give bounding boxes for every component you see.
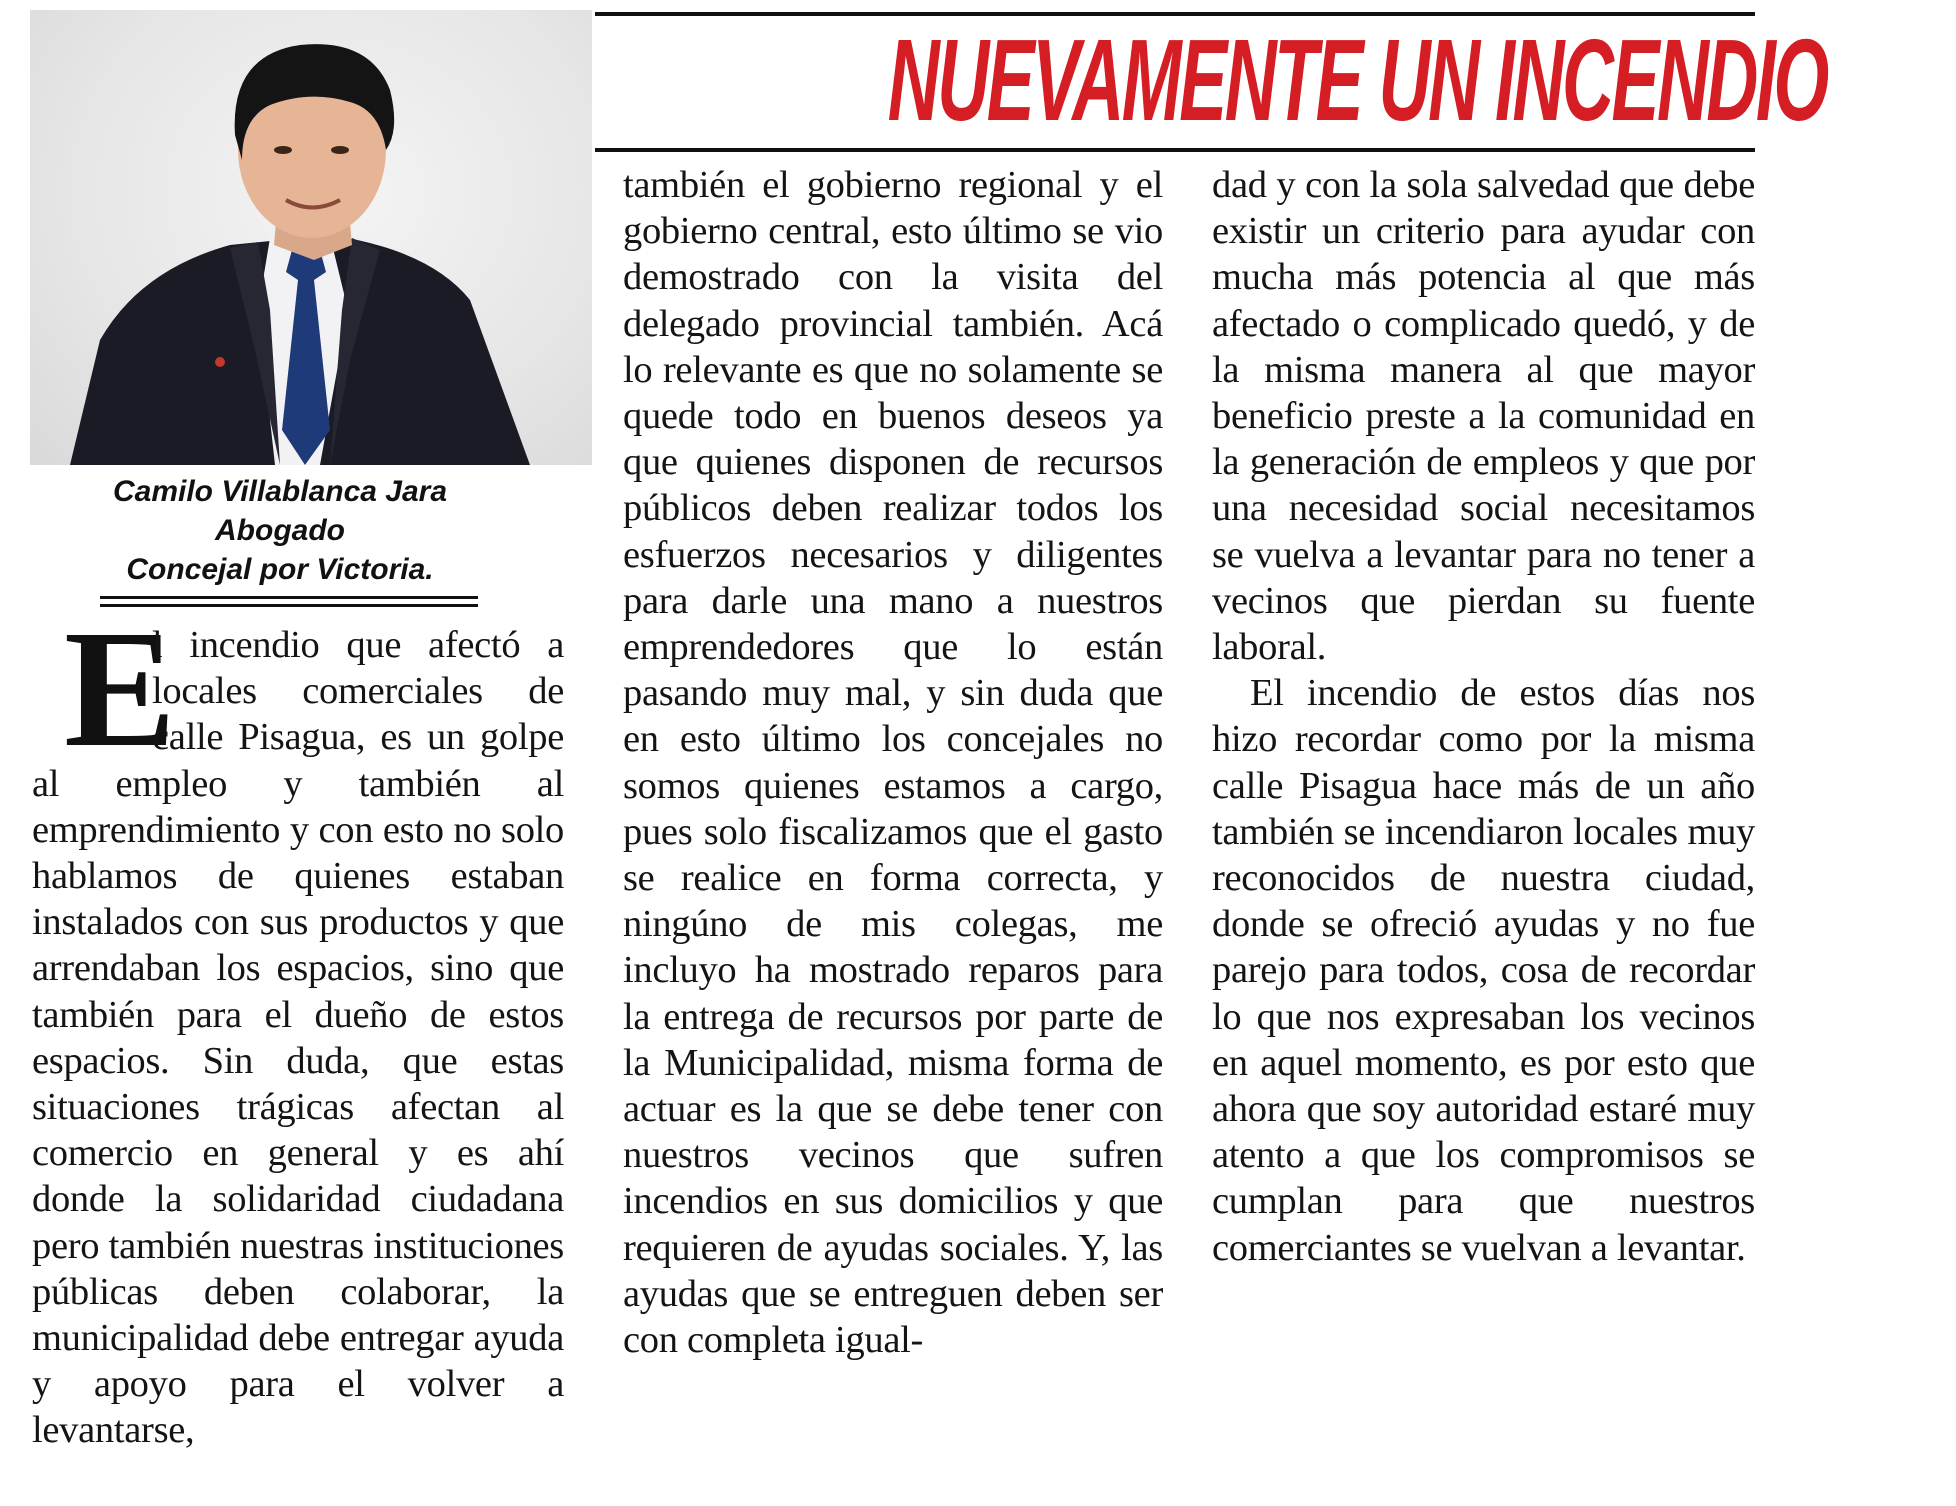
column-3-paragraph-1: dad y con la sola salvedad que debe existir un criterio para ayudar con mucha más potencia al que más afectado o complicado quedó, y de la misma manera al que mayor beneficio preste a la comunidad en la generación de empleos y que por una necesidad social necesitamos se vuelva a levantar para no tener a vecinos que pierdan su fuente laboral. <box>1212 164 1755 669</box>
article-column-2 <box>623 162 1163 1363</box>
author-photo <box>30 10 592 465</box>
headline-bottom-rule <box>595 148 1755 152</box>
author-name: Camilo Villablanca Jara <box>112 475 448 508</box>
headline: NUEVAMENTE UN INCENDIO <box>887 15 1827 145</box>
drop-cap: E <box>64 596 177 782</box>
column-3-paragraph-2: El incendio de estos días nos hizo recordar como por la misma calle Pisagua hace más de un año también se incendiaron locales muy reconocidos de nuestra ciudad, donde se ofreció ayudas y no fue parejo para todos, cosa de recordar lo que nos expresaban los vecinos en aquel momento, es por esto que ahora que soy autoridad estaré muy atento a que los compromisos se cumplan para que nuestros comerciantes se vuelvan a levantar. <box>1212 672 1755 1269</box>
column-1-text: l incendio que afectó a locales comerciales de calle Pisagua, es un golpe al empleo y también al emprendimiento y con esto no solo hablamos de quienes estaban instalados con sus productos y que arrendaban los espacios, sino que también para el dueño de estos espacios. Sin duda, que estas situaciones trágicas afectan al comercio en general y es ahí donde la solidaridad ciudadana pero también nuestras instituciones públicas deben colaborar, la municipalidad debe entregar ayuda y apoyo para el volver a levantarse, <box>32 624 564 1452</box>
author-role: Concejal por Victoria. <box>126 553 434 586</box>
column-2-text: también el gobierno regional y el gobierno central, esto último se vio demostrado con la visita del delegado provincial también. Acá lo relevante es que no solamente se quede todo en buenos deseos ya que quienes disponen de recursos públicos deben realizar todos los esfuerzos necesarios y diligentes para darle una mano a nuestros emprendedores que lo están pasando muy mal, y sin duda que en esto último los concejales no somos quienes estamos a cargo, pues solo fiscalizamos que el gasto se realice en forma correcta, y ningúno de mis colegas, me incluyo ha mostrado reparos para la entrega de recursos por parte de la Municipalidad, misma forma de actuar es la que se debe tener con nuestros vecinos que sufren incendios en sus domicilios y que requieren de ayudas sociales. Y, las ayudas que se entreguen deben ser con completa igual- <box>623 164 1163 1362</box>
author-profession: Abogado <box>215 514 345 547</box>
author-caption <box>30 472 530 589</box>
article-column-3 <box>1212 162 1755 1271</box>
article-column-1 <box>32 596 564 1454</box>
